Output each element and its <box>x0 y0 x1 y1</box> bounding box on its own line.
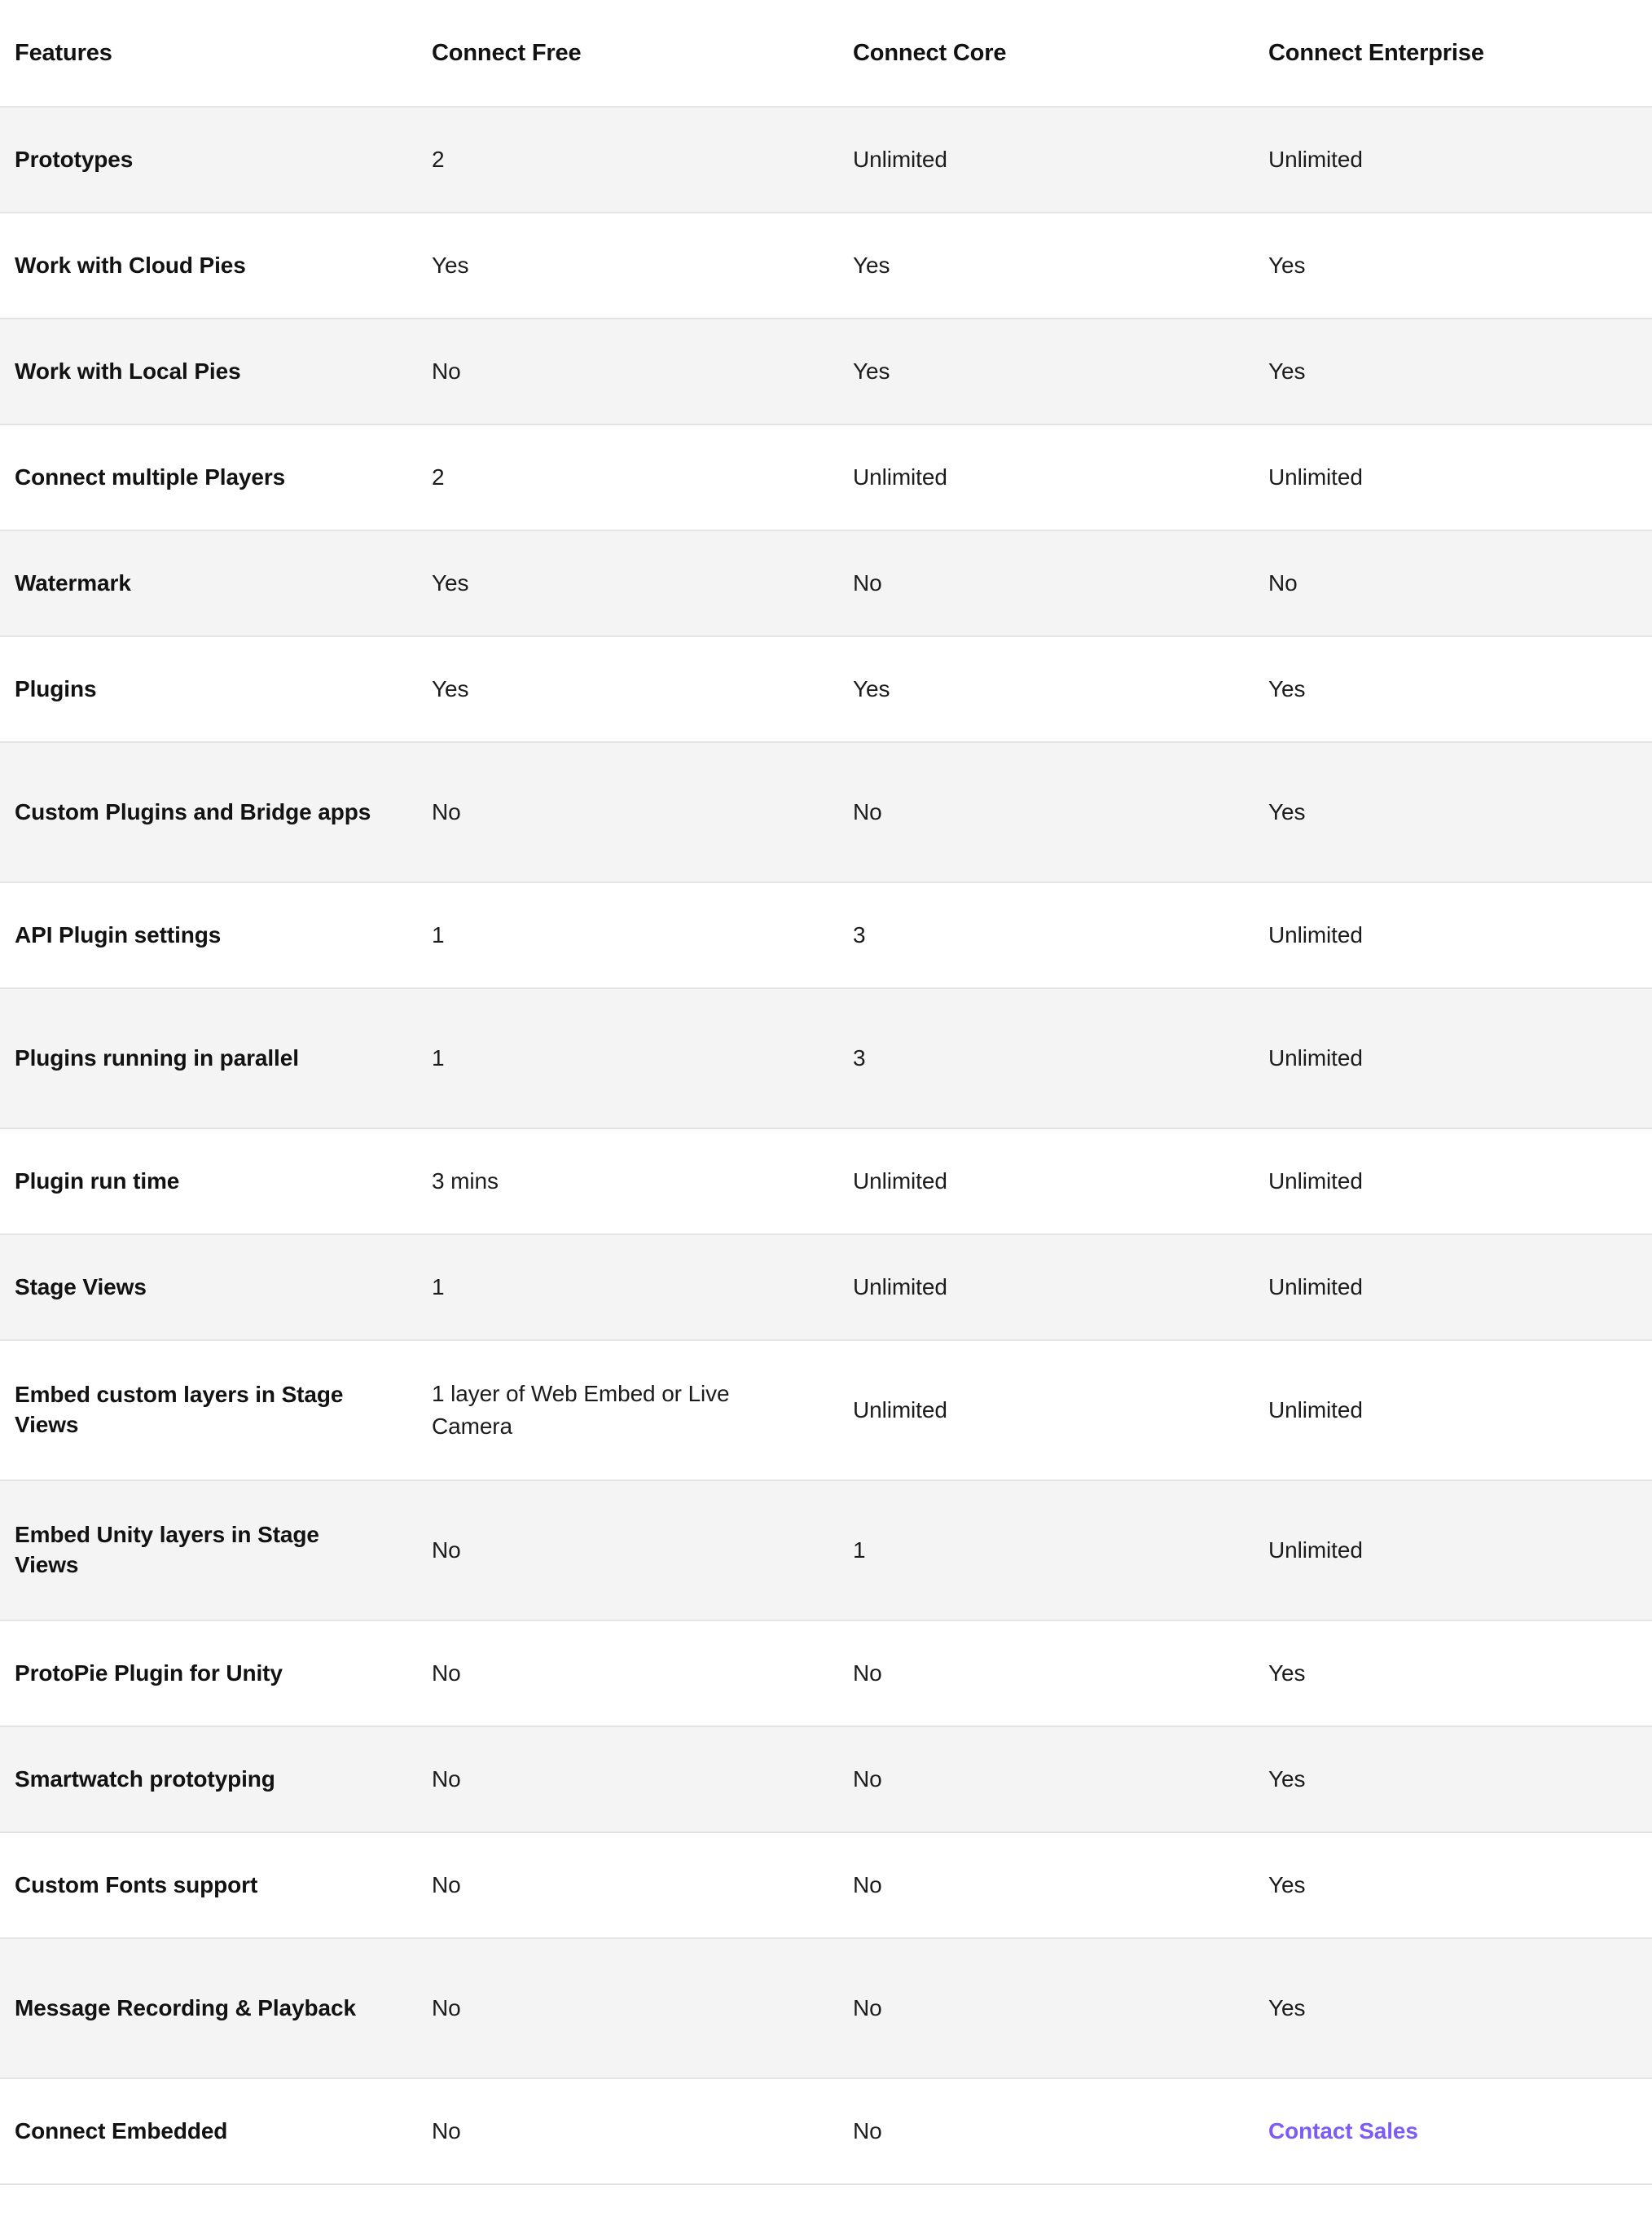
feature-name-cell: Custom Fonts support <box>0 1832 417 1938</box>
value-cell-connect-enterprise: Yes <box>1254 1938 1652 2078</box>
value-cell-connect-core: Yes <box>838 636 1254 742</box>
feature-name-cell: Custom Plugins and Bridge apps <box>0 742 417 882</box>
column-header-connect-free: Connect Free <box>417 0 838 107</box>
feature-name-cell: Work with Local Pies <box>0 319 417 424</box>
value-cell-connect-free: Yes <box>417 636 838 742</box>
value-cell-connect-enterprise: Yes <box>1254 1832 1652 1938</box>
feature-name-cell: Plugins <box>0 636 417 742</box>
table-row <box>0 107 1652 213</box>
value-cell-connect-core: No <box>838 1620 1254 1726</box>
feature-name-cell: Embed Unity layers in Stage Views <box>0 1480 417 1620</box>
contact-sales-link[interactable]: Contact Sales <box>1268 2118 1418 2144</box>
value-cell-connect-core: 3 <box>838 882 1254 988</box>
table-header <box>0 0 1652 107</box>
value-cell-connect-enterprise: Unlimited <box>1254 107 1652 213</box>
table-row <box>0 1340 1652 1480</box>
value-cell-connect-core: No <box>838 1832 1254 1938</box>
feature-name-cell: Work with Cloud Pies <box>0 213 417 319</box>
feature-name-cell: Prototypes <box>0 107 417 213</box>
value-cell-connect-enterprise: No <box>1254 530 1652 636</box>
feature-name-cell: Connect multiple Players <box>0 424 417 530</box>
table-row <box>0 1726 1652 1832</box>
value-cell-connect-core: No <box>838 530 1254 636</box>
table-row <box>0 742 1652 882</box>
value-cell-connect-free: No <box>417 1726 838 1832</box>
feature-name-cell: Stage Views <box>0 1234 417 1340</box>
table-row <box>0 882 1652 988</box>
value-cell-connect-free: 1 <box>417 988 838 1128</box>
feature-name-cell: Plugins running in parallel <box>0 988 417 1128</box>
value-cell-connect-enterprise <box>1254 2078 1652 2184</box>
feature-name-cell: Smartwatch prototyping <box>0 1726 417 1832</box>
value-cell-connect-free: No <box>417 2078 838 2184</box>
value-cell-connect-enterprise: Yes <box>1254 319 1652 424</box>
value-cell-connect-enterprise: Yes <box>1254 1620 1652 1726</box>
value-cell-connect-core: No <box>838 1726 1254 1832</box>
column-header-connect-enterprise: Connect Enterprise <box>1254 0 1652 107</box>
value-cell-connect-free: 2 <box>417 107 838 213</box>
value-cell-connect-core: 3 <box>838 988 1254 1128</box>
table-body <box>0 107 1652 2184</box>
value-cell-connect-core: No <box>838 1938 1254 2078</box>
feature-name-cell: Embed custom layers in Stage Views <box>0 1340 417 1480</box>
value-cell-connect-enterprise: Unlimited <box>1254 1234 1652 1340</box>
value-cell-connect-enterprise: Unlimited <box>1254 1340 1652 1480</box>
value-cell-connect-enterprise: Yes <box>1254 213 1652 319</box>
value-cell-connect-free: 1 layer of Web Embed or Live Camera <box>417 1340 838 1480</box>
table-row <box>0 1234 1652 1340</box>
value-cell-connect-enterprise: Unlimited <box>1254 1128 1652 1234</box>
table-row <box>0 1832 1652 1938</box>
table-row <box>0 1480 1652 1620</box>
value-cell-connect-core: Yes <box>838 319 1254 424</box>
table-row <box>0 2078 1652 2184</box>
table-row <box>0 988 1652 1128</box>
value-cell-connect-free: Yes <box>417 213 838 319</box>
value-cell-connect-core: Unlimited <box>838 1128 1254 1234</box>
value-cell-connect-core: 1 <box>838 1480 1254 1620</box>
value-cell-connect-free: No <box>417 1938 838 2078</box>
value-cell-connect-free: No <box>417 319 838 424</box>
value-cell-connect-free: 2 <box>417 424 838 530</box>
value-cell-connect-enterprise: Unlimited <box>1254 988 1652 1128</box>
value-cell-connect-core: Unlimited <box>838 424 1254 530</box>
column-header-connect-core: Connect Core <box>838 0 1254 107</box>
table-row <box>0 636 1652 742</box>
column-header-features: Features <box>0 0 417 107</box>
table-row <box>0 1128 1652 1234</box>
value-cell-connect-free: Yes <box>417 530 838 636</box>
value-cell-connect-enterprise: Yes <box>1254 1726 1652 1832</box>
feature-name-cell: Message Recording & Playback <box>0 1938 417 2078</box>
value-cell-connect-enterprise: Yes <box>1254 742 1652 882</box>
value-cell-connect-enterprise: Unlimited <box>1254 424 1652 530</box>
value-cell-connect-enterprise: Unlimited <box>1254 1480 1652 1620</box>
value-cell-connect-free: No <box>417 1480 838 1620</box>
value-cell-connect-enterprise: Unlimited <box>1254 882 1652 988</box>
value-cell-connect-free: No <box>417 1832 838 1938</box>
table-header-row <box>0 0 1652 107</box>
value-cell-connect-core: Unlimited <box>838 1234 1254 1340</box>
value-cell-connect-core: No <box>838 2078 1254 2184</box>
feature-name-cell: Connect Embedded <box>0 2078 417 2184</box>
feature-name-cell: Plugin run time <box>0 1128 417 1234</box>
value-cell-connect-free: 1 <box>417 882 838 988</box>
value-cell-connect-free: No <box>417 1620 838 1726</box>
value-cell-connect-core: Unlimited <box>838 1340 1254 1480</box>
value-cell-connect-core: No <box>838 742 1254 882</box>
value-cell-connect-free: 3 mins <box>417 1128 838 1234</box>
table-row <box>0 1620 1652 1726</box>
value-cell-connect-free: 1 <box>417 1234 838 1340</box>
feature-name-cell: Watermark <box>0 530 417 636</box>
value-cell-connect-free: No <box>417 742 838 882</box>
value-cell-connect-core: Unlimited <box>838 107 1254 213</box>
feature-name-cell: API Plugin settings <box>0 882 417 988</box>
value-cell-connect-enterprise: Yes <box>1254 636 1652 742</box>
value-cell-connect-core: Yes <box>838 213 1254 319</box>
table-row <box>0 1938 1652 2078</box>
table-row <box>0 319 1652 424</box>
feature-name-cell: ProtoPie Plugin for Unity <box>0 1620 417 1726</box>
table-row <box>0 213 1652 319</box>
table-row <box>0 530 1652 636</box>
table-row <box>0 424 1652 530</box>
